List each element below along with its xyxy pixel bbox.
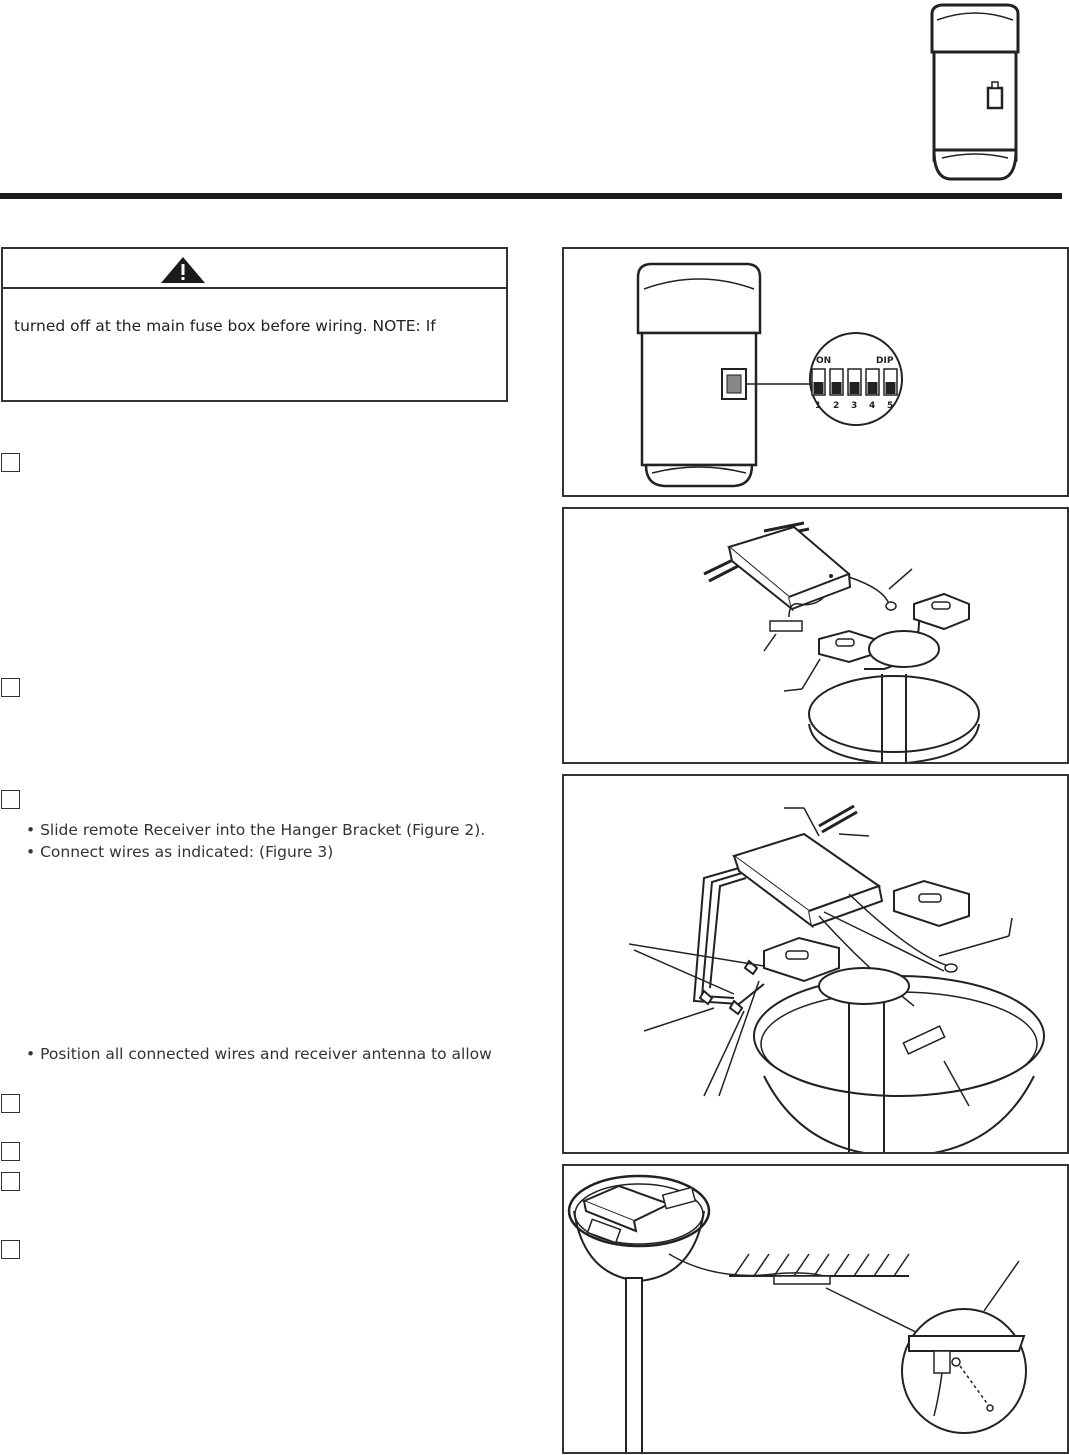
header-rule [0, 193, 1062, 199]
dip-switch-bank [812, 369, 897, 395]
warning-triangle-icon [160, 256, 206, 284]
warning-text: turned off at the main fuse box before wiring. NOTE: If [14, 317, 436, 335]
dip-number: 1 [815, 401, 822, 411]
dip-number: 5 [887, 401, 894, 411]
warning-divider [3, 287, 506, 289]
warning-box [1, 247, 508, 402]
header-receiver-illustration [920, 0, 1030, 185]
dip-label: DIP [876, 356, 894, 366]
step-checkbox[interactable] [1, 1142, 20, 1161]
figure-3-wire-connections [562, 774, 1069, 1154]
instruction-bullet: • Connect wires as indicated: (Figure 3) [26, 843, 334, 861]
instruction-bullet: • Position all connected wires and receiver antenna to allow [26, 1045, 492, 1063]
step-checkbox[interactable] [1, 1094, 20, 1113]
step-checkbox[interactable] [1, 453, 20, 472]
step-checkbox[interactable] [1, 790, 20, 809]
step-checkbox[interactable] [1, 1240, 20, 1259]
dip-on-label: ON [816, 356, 832, 366]
step-checkbox[interactable] [1, 1172, 20, 1191]
figure-2-receiver-in-bracket [562, 507, 1069, 764]
figure-4-antenna-placement [562, 1164, 1069, 1454]
figure-1-dip-switch [562, 247, 1069, 497]
dip-number: 2 [833, 401, 840, 411]
dip-number: 4 [869, 401, 876, 411]
dip-number: 3 [851, 401, 858, 411]
instruction-bullet: • Slide remote Receiver into the Hanger Bracket (Figure 2). [26, 821, 486, 839]
step-checkbox[interactable] [1, 678, 20, 697]
